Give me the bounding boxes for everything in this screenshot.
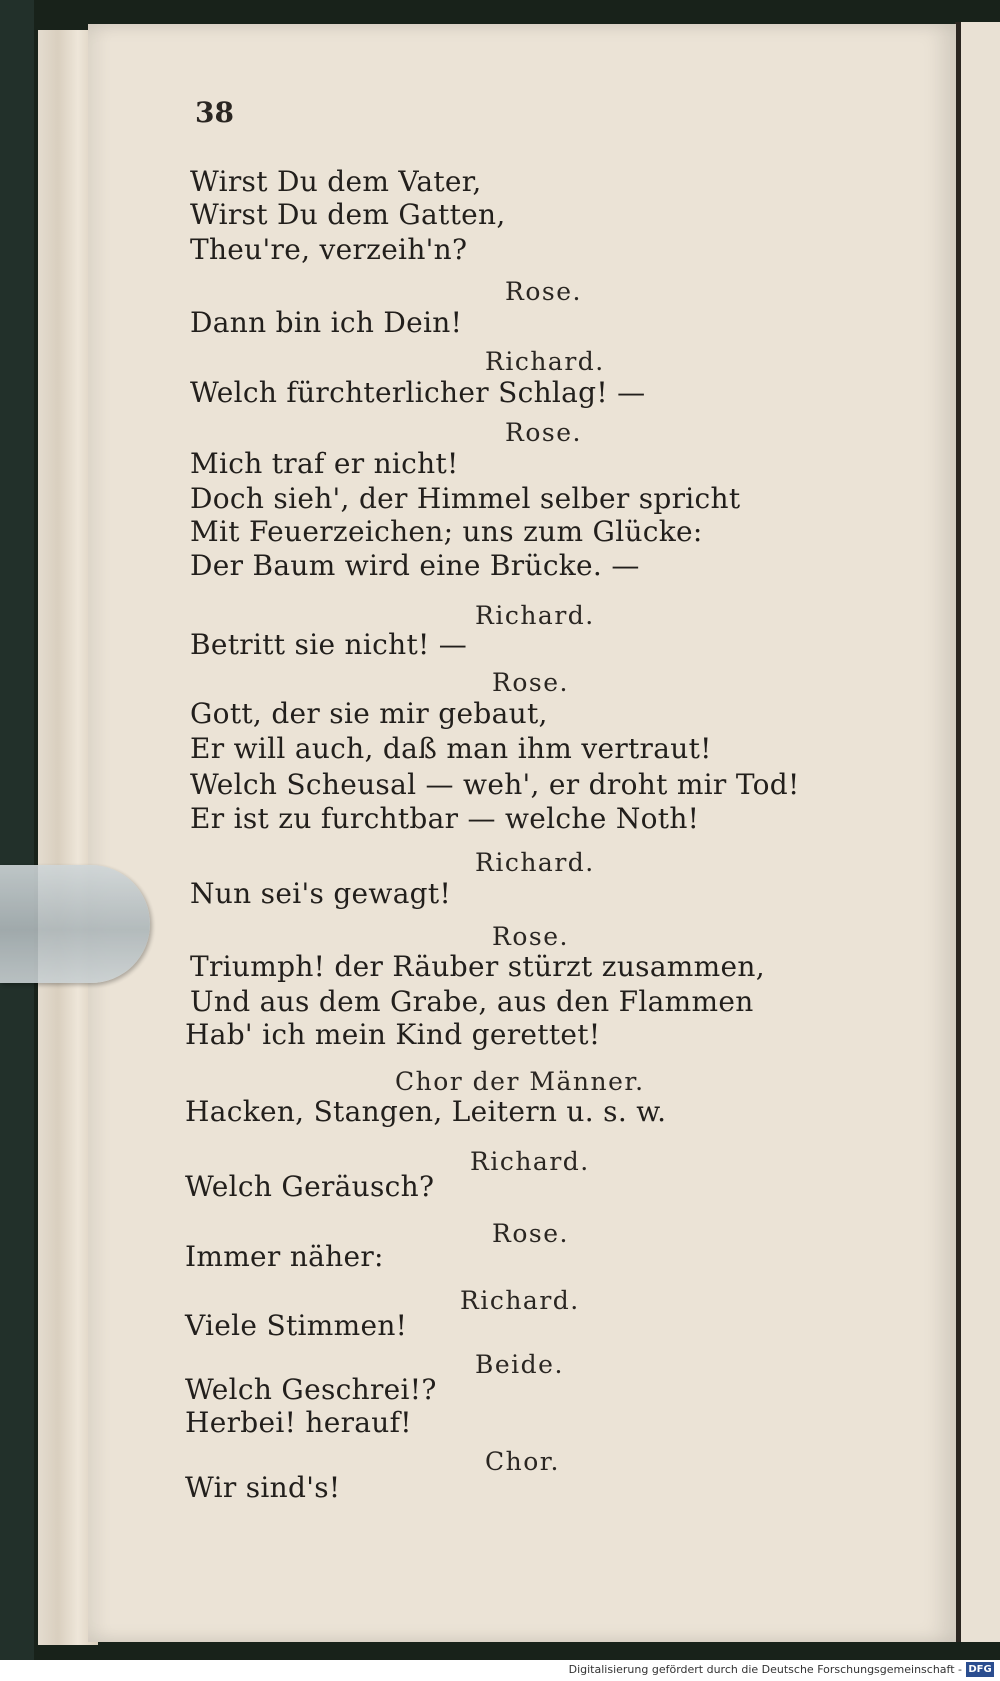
speaker-label: Richard. (485, 347, 605, 376)
text-line: Wirst Du dem Gatten, (190, 198, 506, 231)
text-line: Er will auch, daß man ihm vertraut! (190, 732, 712, 765)
text-line: Betritt sie nicht! — (190, 628, 468, 661)
text-line: Theu're, verzeih'n? (190, 233, 468, 266)
speaker-label: Richard. (460, 1286, 580, 1315)
page-clip (0, 865, 150, 983)
text-line: Mit Feuerzeichen; uns zum Glücke: (190, 515, 703, 548)
speaker-label: Rose. (505, 277, 582, 306)
speaker-label: Rose. (492, 922, 569, 951)
text-line: Welch Scheusal — weh', er droht mir Tod! (190, 768, 800, 801)
text-line: Mich traf er nicht! (190, 447, 459, 480)
text-line: Triumph! der Räuber stürzt zusammen, (190, 950, 765, 983)
facing-page-edge (955, 22, 1000, 1642)
text-line: Er ist zu furchtbar — welche Noth! (190, 802, 700, 835)
text-line: Hacken, Stangen, Leitern u. s. w. (185, 1095, 667, 1128)
text-line: Der Baum wird eine Brücke. — (190, 549, 640, 582)
speaker-label: Rose. (505, 418, 582, 447)
footer-credit: Digitalisierung gefördert durch die Deutsche Forschungsgemeinschaft - (568, 1663, 962, 1676)
page-number: 38 (195, 96, 234, 129)
text-line: Welch Geräusch? (185, 1170, 435, 1203)
scanner-left-band (0, 0, 34, 1660)
speaker-label: Richard. (475, 848, 595, 877)
text-line: Herbei! herauf! (185, 1406, 412, 1439)
text-line: Welch Geschrei!? (185, 1373, 437, 1406)
text-line: Wir sind's! (185, 1471, 341, 1504)
text-line: Welch fürchterlicher Schlag! — (190, 376, 646, 409)
speaker-label: Rose. (492, 1219, 569, 1248)
speaker-label: Chor. (485, 1447, 560, 1476)
speaker-label: Chor der Männer. (395, 1067, 645, 1096)
text-line: Dann bin ich Dein! (190, 306, 463, 339)
text-line: Viele Stimmen! (185, 1309, 408, 1342)
speaker-label: Richard. (475, 601, 595, 630)
speaker-label: Beide. (475, 1350, 564, 1379)
speaker-label: Richard. (470, 1147, 590, 1176)
text-line: Und aus dem Grabe, aus den Flammen (190, 985, 754, 1018)
text-line: Wirst Du dem Vater, (190, 165, 482, 198)
dfg-logo: DFG (966, 1662, 994, 1677)
text-line: Immer näher: (185, 1240, 384, 1273)
text-line: Gott, der sie mir gebaut, (190, 697, 548, 730)
text-line: Nun sei's gewagt! (190, 877, 452, 910)
text-line: Doch sieh', der Himmel selber spricht (190, 482, 741, 515)
text-line: Hab' ich mein Kind gerettet! (185, 1018, 601, 1051)
speaker-label: Rose. (492, 668, 569, 697)
